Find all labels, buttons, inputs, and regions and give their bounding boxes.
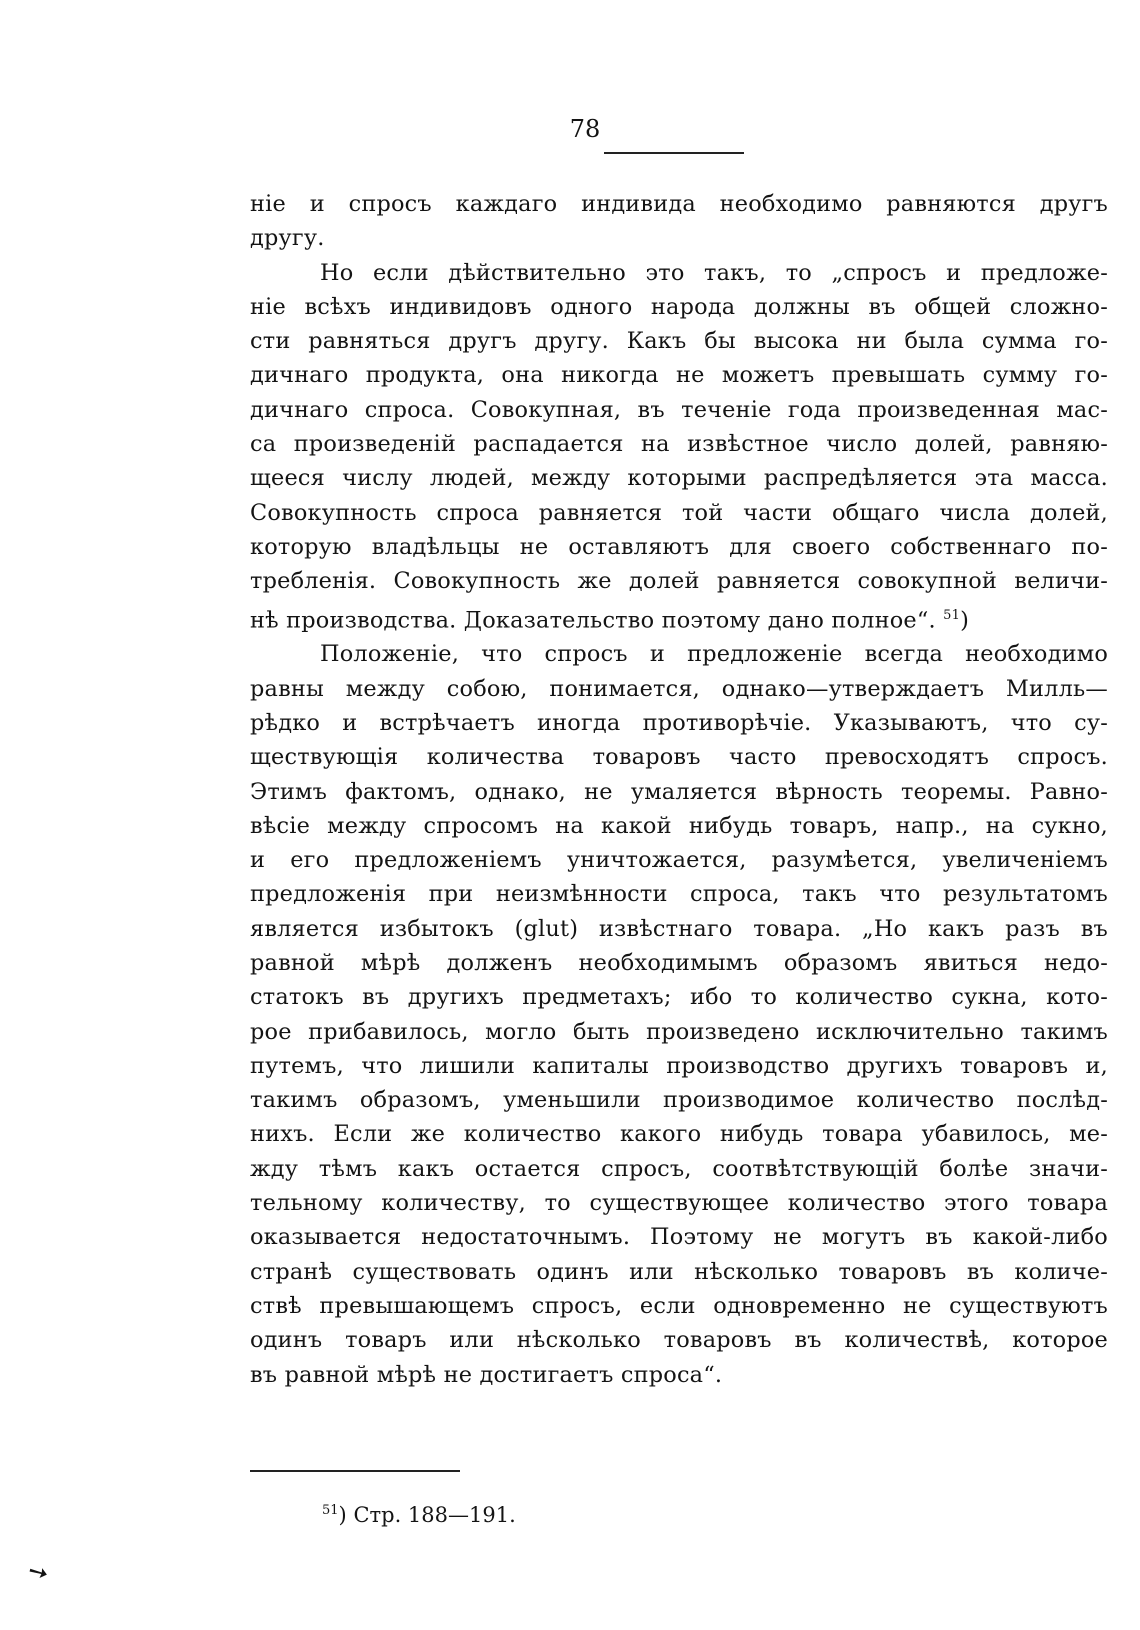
footnote-reference: 51 (943, 607, 961, 623)
text-line (250, 324, 1108, 358)
text-line-content: рое прибавилось, могло быть произведено исключительно такимъ (250, 1018, 1108, 1045)
text-line (250, 912, 1108, 946)
text-line (250, 740, 1108, 774)
text-line-content: Совокупность спроса равняется той части общаго числа долей, (250, 499, 1108, 526)
text-line-content: равной мѣрѣ долженъ необходимымъ образомъ явиться недо- (250, 950, 1108, 976)
footnote-mark: 51 (322, 1503, 339, 1518)
text-line (250, 290, 1108, 324)
text-line (250, 564, 1108, 598)
text-line-content: другу. (250, 225, 325, 252)
text-line-content: щееся числу людей, между которыми распредѣляется эта масса. (250, 465, 1108, 492)
text-line-content: странѣ существовать одинъ или нѣсколько товаровъ въ количе- (250, 1258, 1108, 1285)
text-line (250, 1186, 1108, 1220)
text-line-content: такимъ образомъ, уменьшили производимое количество послѣд- (250, 1087, 1108, 1114)
text-line-content: ніе и спросъ каждаго индивида необходимо равняются другъ (250, 191, 1108, 217)
text-line-content: вѣсіе между спросомъ на какой нибудь товаръ, напр., на сукно, (250, 812, 1108, 839)
text-line-content: путемъ, что лишили капиталы производство другихъ товаровъ и, (250, 1052, 1108, 1079)
text-line-content: статокъ въ другихъ предметахъ; ибо то количество сукна, кото- (250, 984, 1108, 1011)
text-line (250, 1117, 1108, 1151)
text-line (250, 843, 1108, 877)
text-line (250, 358, 1108, 392)
footnote-rule (250, 1470, 460, 1472)
text-line-content: дичнаго спроса. Совокупная, въ теченіе года произведенная мас- (250, 396, 1108, 423)
text-line (250, 393, 1108, 427)
text-line (250, 946, 1108, 980)
text-line-content: ствѣ превышающемъ спросъ, если одновременно не существуютъ (250, 1292, 1108, 1319)
footnote-close: ) (338, 1503, 347, 1527)
text-line-content: равны между собою, понимается, однако—утверждаетъ Милль— (250, 675, 1108, 702)
footnote-reference-close: ) (960, 607, 970, 634)
text-line-content: одинъ товаръ или нѣсколько товаровъ въ количествѣ, которое (250, 1327, 1108, 1354)
text-line (250, 1083, 1108, 1117)
text-line-content: требленія. Совокупность же долей равняется совокупной величи- (250, 568, 1108, 595)
text-line-content: Но если дѣйствительно это такъ, то „спросъ и предложе- (320, 259, 1108, 286)
text-line (250, 187, 1108, 221)
text-line-content: оказывается недостаточнымъ. Поэтому не могутъ въ какой-либо (250, 1224, 1108, 1251)
text-line (250, 672, 1108, 706)
text-line (250, 530, 1108, 564)
text-line (250, 775, 1108, 809)
text-line (250, 706, 1108, 740)
text-line-content: ществующія количества товаровъ часто превосходятъ спросъ. (250, 744, 1108, 771)
body-text (250, 187, 1108, 1392)
text-line (250, 1015, 1108, 1049)
text-line (250, 221, 1108, 255)
text-line (250, 256, 1108, 290)
text-line (250, 1049, 1108, 1083)
text-line-content: Этимъ фактомъ, однако, не умаляется вѣрность теоремы. Равно- (250, 778, 1108, 805)
text-line-content: ніе всѣхъ индивидовъ одного народа должны въ общей сложно- (250, 293, 1108, 320)
text-line-content: жду тѣмъ какъ остается спросъ, соотвѣтствующій болѣе значи- (250, 1155, 1108, 1182)
text-line-content: въ равной мѣрѣ не достигаетъ спроса“. (250, 1361, 723, 1388)
page-number: 78 (569, 115, 601, 143)
text-line (250, 1358, 1108, 1392)
text-line (250, 461, 1108, 495)
text-line-content: нихъ. Если же количество какого нибудь товара убавилось, ме- (250, 1121, 1108, 1148)
text-line (250, 809, 1108, 843)
text-line (250, 427, 1108, 461)
header-rule (604, 152, 744, 154)
text-line-content: тельному количеству, то существующее количество этого товара (250, 1190, 1108, 1217)
text-line (250, 599, 1108, 638)
text-line (250, 1220, 1108, 1254)
scan-artifact-mark: ➘ (22, 1554, 54, 1590)
text-line-content: является избытокъ (glut) извѣстнаго товара. „Но какъ разъ въ (250, 915, 1108, 942)
text-line (250, 1289, 1108, 1323)
text-line (250, 1152, 1108, 1186)
text-line-content: са произведеній распадается на извѣстное число долей, равняю- (250, 431, 1108, 458)
text-line-content: которую владѣльцы не оставляютъ для своего собственнаго по- (250, 533, 1108, 560)
text-line (250, 637, 1108, 671)
text-line-content: дичнаго продукта, она никогда не можетъ превышать сумму го- (250, 362, 1108, 389)
text-line (250, 1323, 1108, 1357)
text-line-content: нѣ производства. Доказательство поэтому дано полное“. (250, 607, 936, 634)
text-line-content: предложенія при неизмѣнности спроса, такъ что результатомъ (250, 881, 1108, 908)
text-line-content: Положеніе, что спросъ и предложеніе всегда необходимо (320, 641, 1108, 668)
text-line (250, 496, 1108, 530)
text-line-content: сти равняться другъ другу. Какъ бы высока ни была сумма го- (250, 328, 1108, 355)
text-line-content: рѣдко и встрѣчаетъ иногда противорѣчіе. Указываютъ, что су- (250, 709, 1108, 736)
text-line-content: и его предложеніемъ уничтожается, разумѣется, увеличеніемъ (250, 847, 1108, 874)
footnote-text: Стр. 188—191. (353, 1503, 516, 1527)
text-line (250, 980, 1108, 1014)
text-line (250, 1255, 1108, 1289)
footnote (322, 1497, 516, 1529)
text-line (250, 877, 1108, 911)
